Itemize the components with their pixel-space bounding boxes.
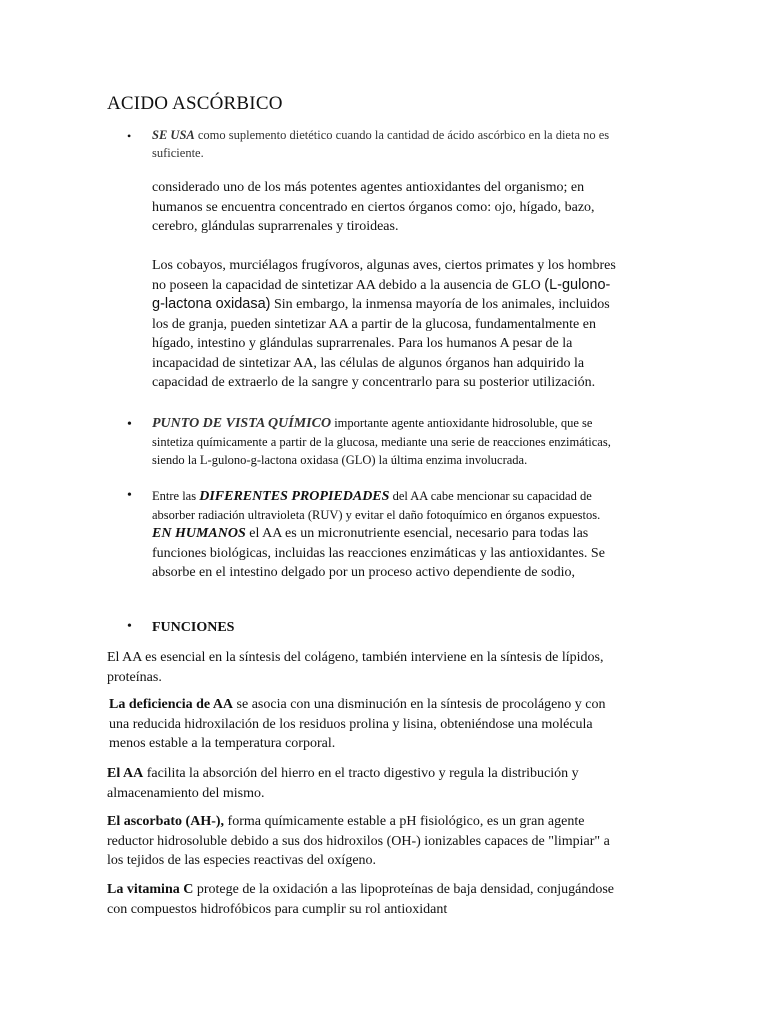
text-line: Sin embargo, la inmensa mayoría de los animales, incluidos: [270, 297, 610, 312]
text-line: capacidad de extraerlo de la sangre y concentrarlo para su posterior utilización.: [152, 375, 596, 390]
paragraph-hierro: [107, 764, 579, 803]
el-aa-lead: El AA: [107, 766, 144, 781]
bullet-marker: •: [127, 488, 132, 503]
text-line: Los cobayos, murciélagos frugívoros, algunas aves, ciertos primates y los hombres: [152, 258, 616, 273]
bullet-propiedades: [152, 487, 605, 583]
bullet-marker: •: [127, 129, 132, 143]
paragraph-antioxidante: [152, 178, 595, 237]
text-line: El AA es esencial en la síntesis del colágeno, también interviene en la síntesis de lípidos,: [107, 650, 604, 665]
text-line: cerebro, glándulas suprarrenales y tiroideas.: [152, 219, 399, 234]
text-line: absorbe en el intestino delgado por un proceso activo dependiente de sodio,: [152, 565, 575, 580]
se-usa-text: como suplemento dietético cuando la cantidad de ácido ascórbico en la dieta no es: [194, 128, 610, 142]
bullet-marker: •: [127, 619, 132, 634]
paragraph-vitamina-c: [107, 880, 614, 919]
text-line: humanos se encuentra concentrado en ciertos órganos como: ojo, hígado, bazo,: [152, 199, 595, 215]
text-line: funciones biológicas, incluidas las reacciones enzimáticas y las antioxidantes. Se: [152, 545, 605, 561]
deficiencia-lead: La deficiencia de AA: [109, 697, 234, 712]
text-line: una reducida hidroxilación de los residuos prolina y lisina, obteniéndose una molécula: [109, 716, 593, 732]
text-line: los de granja, pueden sintetizar AA a partir de la glucosa, fundamentalmente en: [152, 316, 596, 332]
bullet-marker: •: [127, 417, 132, 432]
funciones-label: FUNCIONES: [152, 620, 235, 635]
text-line: importante agente antioxidante hidrosoluble, que se: [331, 416, 593, 430]
text-line: sintetiza químicamente a partir de la glucosa, mediante una serie de reacciones enzimáticas,: [152, 435, 611, 449]
en-humanos-lead: EN HUMANOS: [152, 526, 246, 541]
text-line: almacenamiento del mismo.: [107, 785, 265, 801]
text-line: no poseen la capacidad de sintetizar AA debido a la ausencia de GLO: [152, 277, 545, 293]
text-line: considerado uno de los más potentes agentes antioxidantes del organismo; en: [152, 180, 585, 195]
text-line: hígado, intestino y glándulas suprarrenales. Para los humanos A pesar de la: [152, 336, 573, 351]
page-title: ACIDO ASCÓRBICO: [107, 93, 283, 114]
paragraph-deficiencia: [109, 695, 606, 754]
text-line: incapacidad de sintetizar AA, las células de algunos órganos han adquirido la: [152, 355, 585, 371]
text-line: menos estable a la temperatura corporal.: [109, 736, 336, 751]
section-heading-funciones: [152, 618, 234, 638]
text-line: absorber radiación ultravioleta (RUV) y evitar el daño fotoquímico en órganos expuestos.: [152, 508, 601, 522]
text-line: facilita la absorción del hierro en el tracto digestivo y regula la distribución y: [143, 766, 579, 781]
text-line: protege de la oxidación a las lipoproteínas de baja densidad, conjugándose: [193, 882, 614, 897]
text-line: el AA es un micronutriente esencial, necesario para todas las: [245, 526, 589, 541]
se-usa-lead: SE USA: [152, 128, 195, 142]
text-line: siendo la L-gulono-g-lactona oxidasa (GLO) la última enzima involucrada.: [152, 453, 528, 467]
paragraph-colageno: [107, 648, 604, 687]
glo-name-end: g-lactona oxidasa): [152, 296, 271, 312]
text-line: proteínas.: [107, 669, 162, 685]
bullet-se-usa: [152, 126, 609, 162]
propiedades-lead: DIFERENTES PROPIEDADES: [199, 489, 390, 504]
text-line: forma químicamente estable a pH fisiológico, es un gran agente: [224, 814, 585, 829]
glo-name-start: (L-gulono-: [544, 276, 611, 293]
text-line: del AA cabe mencionar su capacidad de: [389, 489, 592, 503]
ascorbato-lead: El ascorbato (AH-),: [107, 814, 225, 829]
text-line: con compuestos hidrofóbicos para cumplir su rol antioxidant: [107, 901, 448, 917]
text-line: se asocia con una disminución en la síntesis de procolágeno y con: [233, 697, 606, 712]
text-line: reductor hidrosoluble debido a sus dos hidroxilos (OH-) ionizables capaces de "limpiar" a: [107, 833, 610, 849]
paragraph-ascorbato: [107, 812, 610, 871]
punto-de-vista-lead: PUNTO DE VISTA QUÍMICO: [152, 416, 332, 431]
paragraph-cobayos: [152, 256, 616, 393]
se-usa-text-2: suficiente.: [152, 146, 204, 160]
vitamina-c-lead: La vitamina C: [107, 882, 194, 897]
text-line: Entre las: [152, 489, 200, 503]
bullet-punto-de-vista: [152, 414, 611, 469]
text-line: los tejidos de las especies reactivas del oxígeno.: [107, 853, 377, 868]
